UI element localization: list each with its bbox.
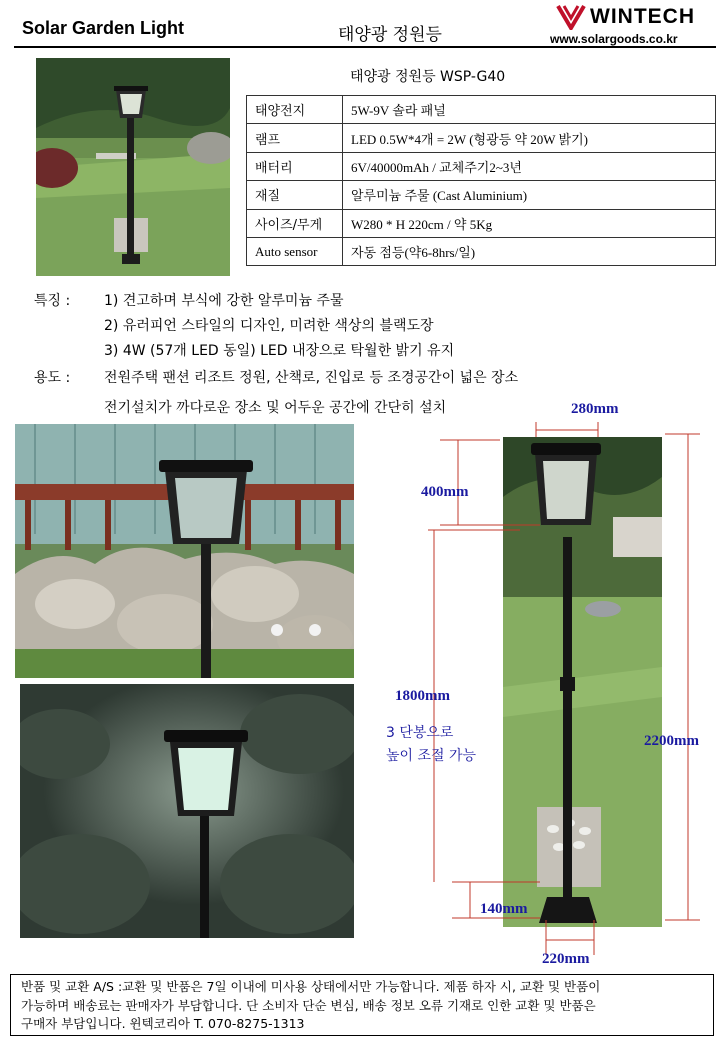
spec-key: 사이즈/무게 — [247, 209, 343, 237]
footer-line: 구매자 부담입니다. 윈텍코리아 T. 070-8275-1313 — [21, 1016, 305, 1031]
model-title: 태양광 정원등 WSP-G40 — [350, 69, 506, 85]
spec-value: 알루미늄 주물 (Cast Aluminium) — [343, 181, 716, 209]
features-label: 특징 : — [34, 293, 71, 309]
spec-key: 배터리 — [247, 152, 343, 180]
dim-total-height: 2200mm — [644, 733, 699, 749]
footer-line: 가능하며 배송료는 판매자가 부담합니다. 단 소비자 단순 변심, 배송 정보 오류 기재로 인한 교환 및 반품은 — [21, 997, 596, 1013]
spec-key: 태양전지 — [247, 96, 343, 124]
dim-pole-height: 1800mm — [395, 688, 450, 704]
spec-key: 재질 — [247, 181, 343, 209]
spec-key: 램프 — [247, 124, 343, 152]
footer-line: 반품 및 교환 A/S :교환 및 반품은 7일 이내에 미사용 상태에서만 가능합니다. 제품 하자 시, 교환 및 반품이 — [21, 979, 601, 994]
page-subtitle: 태양광 정원등 — [338, 25, 442, 45]
brand-url: www.solargoods.co.kr — [550, 32, 678, 46]
spec-value: 5W-9V 솔라 패널 — [343, 96, 716, 124]
feature-item: 1) 견고하며 부식에 강한 알루미늄 주물 — [104, 293, 344, 309]
usage-label: 용도 : — [34, 370, 71, 386]
return-policy-box — [10, 974, 714, 1036]
feature-item: 2) 유러피언 스타일의 디자인, 미려한 색상의 블랙도장 — [104, 318, 434, 334]
usage-line: 전기설치가 까다로운 장소 및 어두운 공간에 간단히 설치 — [104, 400, 447, 416]
spec-key: Auto sensor — [247, 237, 343, 265]
brand-name: WINTECH — [590, 5, 695, 28]
page-title: Solar Garden Light — [22, 18, 185, 38]
note-line: 높이 조절 가능 — [386, 748, 477, 764]
note-line: 3 단봉으로 — [386, 725, 454, 741]
feature-item: 3) 4W (57개 LED 동일) LED 내장으로 탁월한 밝기 유지 — [104, 343, 455, 359]
dim-top-width: 280mm — [571, 401, 619, 417]
height-adjust-note — [386, 722, 476, 768]
dim-head-height: 400mm — [421, 484, 469, 500]
spec-value: W280 * H 220cm / 약 5Kg — [343, 209, 716, 237]
spec-value: 자동 점등(약6-8hrs/일) — [343, 237, 716, 265]
usage-line: 전원주택 팬션 리조트 정원, 산책로, 진입로 등 조경공간이 넓은 장소 — [104, 370, 519, 386]
spec-value: LED 0.5W*4개 = 2W (형광등 약 20W 밝기) — [343, 124, 716, 152]
dim-base-width: 220mm — [542, 951, 590, 967]
dim-base-height: 140mm — [480, 901, 528, 917]
spec-value: 6V/40000mAh / 교체주기2~3년 — [343, 152, 716, 180]
